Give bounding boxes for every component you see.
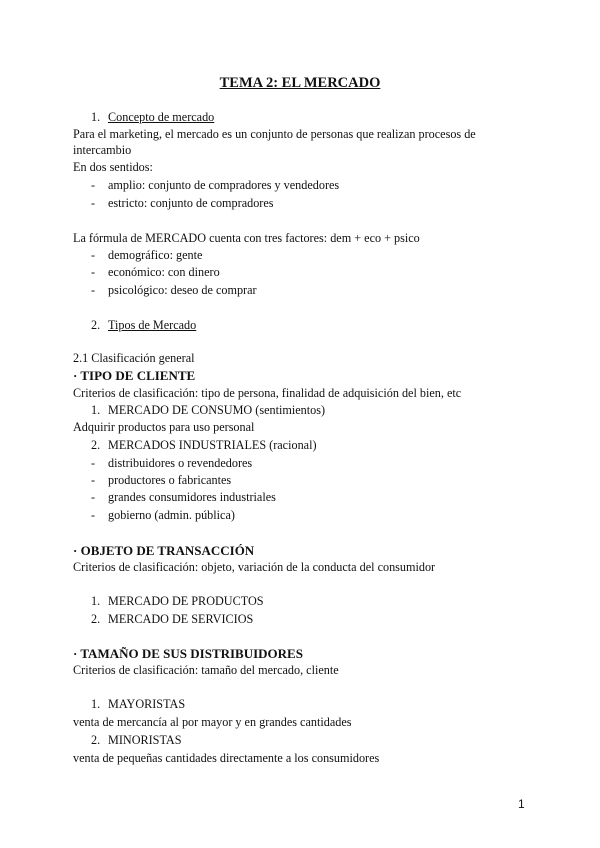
list-item: productores o fabricantes	[108, 473, 232, 487]
list-item: grandes consumidores industriales	[108, 490, 276, 504]
bullet-dash: -	[91, 508, 96, 522]
list-item: económico: con dinero	[108, 265, 220, 279]
bullet-dash: -	[91, 196, 96, 210]
section-number: 1.	[91, 110, 101, 124]
list-item: psicológico: deseo de comprar	[108, 283, 257, 297]
list-item: distribuidores o revendedores	[108, 456, 253, 470]
bullet-dash: -	[91, 248, 96, 262]
bullet-dash: -	[91, 490, 96, 504]
list-number: 1.	[91, 403, 101, 417]
list-number: 2.	[91, 612, 101, 626]
list-number: 1.	[91, 594, 101, 608]
paragraph-line: intercambio	[73, 143, 132, 157]
page-title: TEMA 2: EL MERCADO	[219, 75, 381, 91]
list-item: estricto: conjunto de compradores	[108, 196, 274, 210]
paragraph-line: En dos sentidos:	[73, 160, 153, 174]
paragraph-line: Criterios de clasificación: tipo de persona, finalidad de adquisición del bien, etc	[73, 386, 462, 400]
page-number: 1	[518, 797, 525, 811]
paragraph-line: Criterios de clasificación: objeto, variación de la conducta del consumidor	[73, 560, 436, 574]
category-heading: · OBJETO DE TRANSACCIÓN	[73, 543, 255, 558]
list-number: 2.	[91, 733, 101, 747]
section-heading: Tipos de Mercado	[108, 318, 197, 332]
bullet-dash: -	[91, 265, 96, 279]
paragraph-line: venta de pequeñas cantidades directamente a los consumidores	[73, 751, 380, 765]
list-item: MAYORISTAS	[108, 697, 186, 711]
bullet-dash: -	[91, 473, 96, 487]
paragraph-line: venta de mercancía al por mayor y en grandes cantidades	[73, 715, 352, 729]
paragraph-line: Adquirir productos para uso personal	[73, 420, 255, 434]
paragraph-line: Para el marketing, el mercado es un conjunto de personas que realizan procesos de	[73, 127, 476, 141]
list-item: MERCADO DE SERVICIOS	[108, 612, 254, 626]
list-item: demográfico: gente	[108, 248, 203, 262]
list-item: gobierno (admin. pública)	[108, 508, 235, 522]
list-item: MERCADO DE CONSUMO (sentimientos)	[108, 403, 326, 417]
section-number: 2.	[91, 318, 101, 332]
bullet-dash: -	[91, 178, 96, 192]
paragraph-line: Criterios de clasificación: tamaño del mercado, cliente	[73, 663, 339, 677]
list-item: MINORISTAS	[108, 733, 182, 747]
list-number: 2.	[91, 438, 101, 452]
bullet-dash: -	[91, 456, 96, 470]
bullet-dash: -	[91, 283, 96, 297]
paragraph-line: La fórmula de MERCADO cuenta con tres factores: dem + eco + psico	[73, 231, 420, 245]
list-item: amplio: conjunto de compradores y vendedores	[108, 178, 340, 192]
list-item: MERCADO DE PRODUCTOS	[108, 594, 264, 608]
section-heading: Concepto de mercado	[108, 110, 215, 124]
list-number: 1.	[91, 697, 101, 711]
list-item: MERCADOS INDUSTRIALES (racional)	[108, 438, 317, 452]
subsection-heading: 2.1 Clasificación general	[73, 351, 195, 365]
category-heading: · TIPO DE CLIENTE	[73, 368, 196, 383]
category-heading: · TAMAÑO DE SUS DISTRIBUIDORES	[73, 646, 303, 661]
